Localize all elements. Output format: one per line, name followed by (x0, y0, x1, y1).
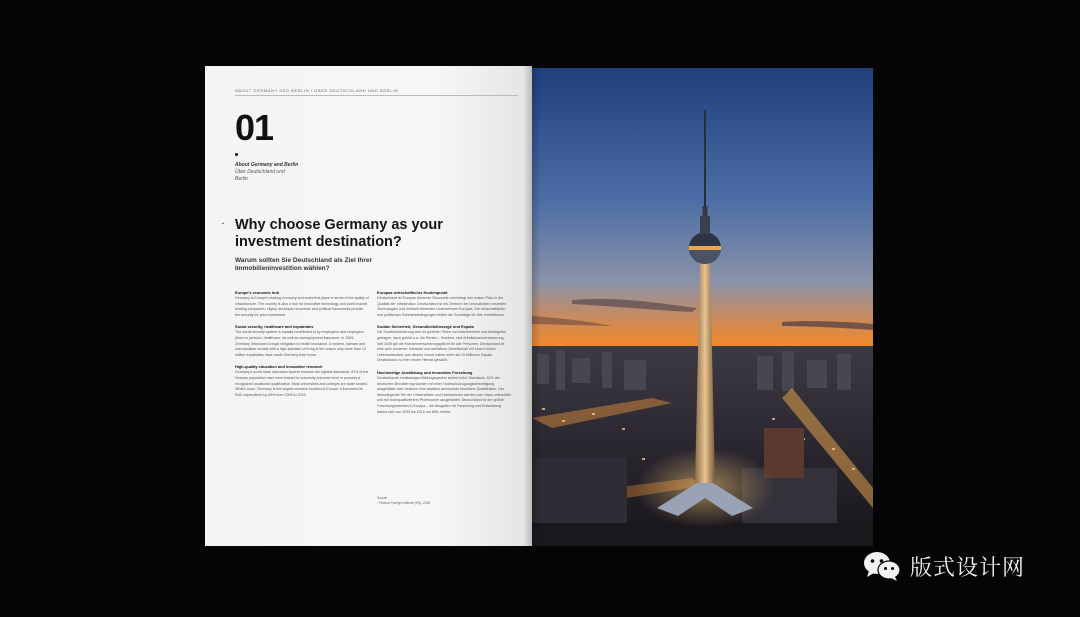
text-block (235, 364, 369, 398)
text-block (377, 324, 511, 364)
berlin-tv-tower-photo (532, 68, 873, 546)
chapter-title-en: About Germany and Berlin (235, 162, 299, 168)
source-label: Source (377, 496, 388, 500)
page-gutter-shadow (523, 66, 541, 546)
watermark (862, 549, 1025, 583)
chapter-dot (235, 153, 238, 156)
source-text: ¹ Federal Foreign Institute (IFA), 2016 (377, 500, 431, 505)
subheadline: Warum sollten Sie Deutschland als Ziel Ihrer Immobilieninvestition wählen? (235, 257, 373, 272)
watermark-text: 版式设计网 (910, 555, 1026, 581)
block-heading: Europe's economic hub (235, 290, 279, 295)
headline: Why choose Germany as your investment destination? (235, 217, 443, 250)
source-note (377, 496, 430, 505)
block-text: Die Sozialversicherung wird zu gleichen Teilen von Arbeitnehmer und Arbeitgeber getragen, dazu gehört u.a. die Renten-, Kranken- und Arbeitslosenversicherung. Seit 2009 gilt die Krankenversicherungspflicht für alle Personen. Deutschland ist eine sehr moderne, tolerante und weltoffene Gesellschaft mit einem hohen Lebensstandard, aus diesem Grund haben mehr als 10 Millionen Expats Deutschland zu ihrer neuen Heimat gewählt. (377, 330, 507, 363)
chapter-number: 01 (235, 107, 274, 148)
chapter-title-de-line1: Über Deutschland und (235, 169, 285, 175)
block-text: Germany is Europe's leading economy and ranks first place in terms of the quality of infrastructure. The country is also a hub for innovative technology and world market leading companies. Highly developed economic and political frameworks provide the security for your investment. (235, 296, 369, 317)
open-brochure (205, 66, 873, 546)
block-heading: Hochwertige Ausbildung und innovative Forschung (377, 369, 473, 375)
text-block (235, 290, 369, 318)
english-column (235, 290, 369, 404)
text-block (235, 324, 369, 358)
block-text: Germany's world class education system ensures the highest standards. 81% of the German population have been trained to university entrance level or possess a recognized vocational qualification. Most universities and colleges are state funded. What's more, Germany is the largest research location in Europe: it increased its R&D expenditure by 65% from 2005 to 2015. (235, 370, 369, 397)
block-heading: High-quality education and innovative research (235, 364, 323, 370)
block-text: Deutschlands erstklassiges Bildungssystem sichert hohe Standards. 81% der deutschen Bevölkerung wurden mit einer Hochschulzugangsberechtigung ausgebildet oder besitzen eine staatlich anerkannte berufliche Qualifikation. Der überwiegende Teil der Universitäten und Hochschulen werden vom Staat unterstützt und mit hochqualifiziertem Professoren ausgestattet. Deutschland ist der größte Forschungsstandort in Europa – die Ausgaben für Forschung und Entwicklung haben sich von 2005 bis 2015 um 65% erhöht. (377, 375, 511, 414)
running-head: ABOUT GERMANY AND BERLIN / ÜBER DEUTSCHLAND UND BERLIN (235, 88, 399, 93)
chapter-subtitle (235, 162, 325, 183)
german-column (377, 290, 511, 421)
header-rule (235, 95, 518, 96)
block-text: The social security system is equally contributed to by employees and employers (there is pension, healthcare, as well as unemployment insurance. In 2009, Germany introduced a legal obligation to health insurance. A modern, tolerant and cosmopolitan society with a high standard of living is the reason why more than 10 million expatriates have made Germany their home. (235, 330, 366, 357)
margin-marker: ▪ (222, 221, 224, 227)
block-heading: Social security, healthcare and expatriates (235, 324, 314, 330)
wechat-icon (862, 550, 902, 582)
text-block (377, 370, 511, 415)
left-page (205, 66, 532, 546)
block-heading: Europas wirtschaftlicher Knotenpunkt (377, 290, 448, 295)
text-block (377, 290, 511, 318)
block-heading: Soziale Sicherheit, Gesundheitsfürsorge und Expats (377, 324, 474, 330)
block-text: Deutschland ist Europas führende Ökonomie und belegt den ersten Platz in der Qualität der Infrastruktur. Deutschland ist ein Zentrum der innovativsten neuesten Technologien und weltweit führender Unternehmen Europas. Die wirtschaftlichen und politischen Rahmenbedingungen bilden die Grundlage für Ihre Investitionen. (377, 296, 507, 317)
right-page (532, 68, 873, 546)
chapter-title-de-line2: Berlin (235, 176, 248, 182)
